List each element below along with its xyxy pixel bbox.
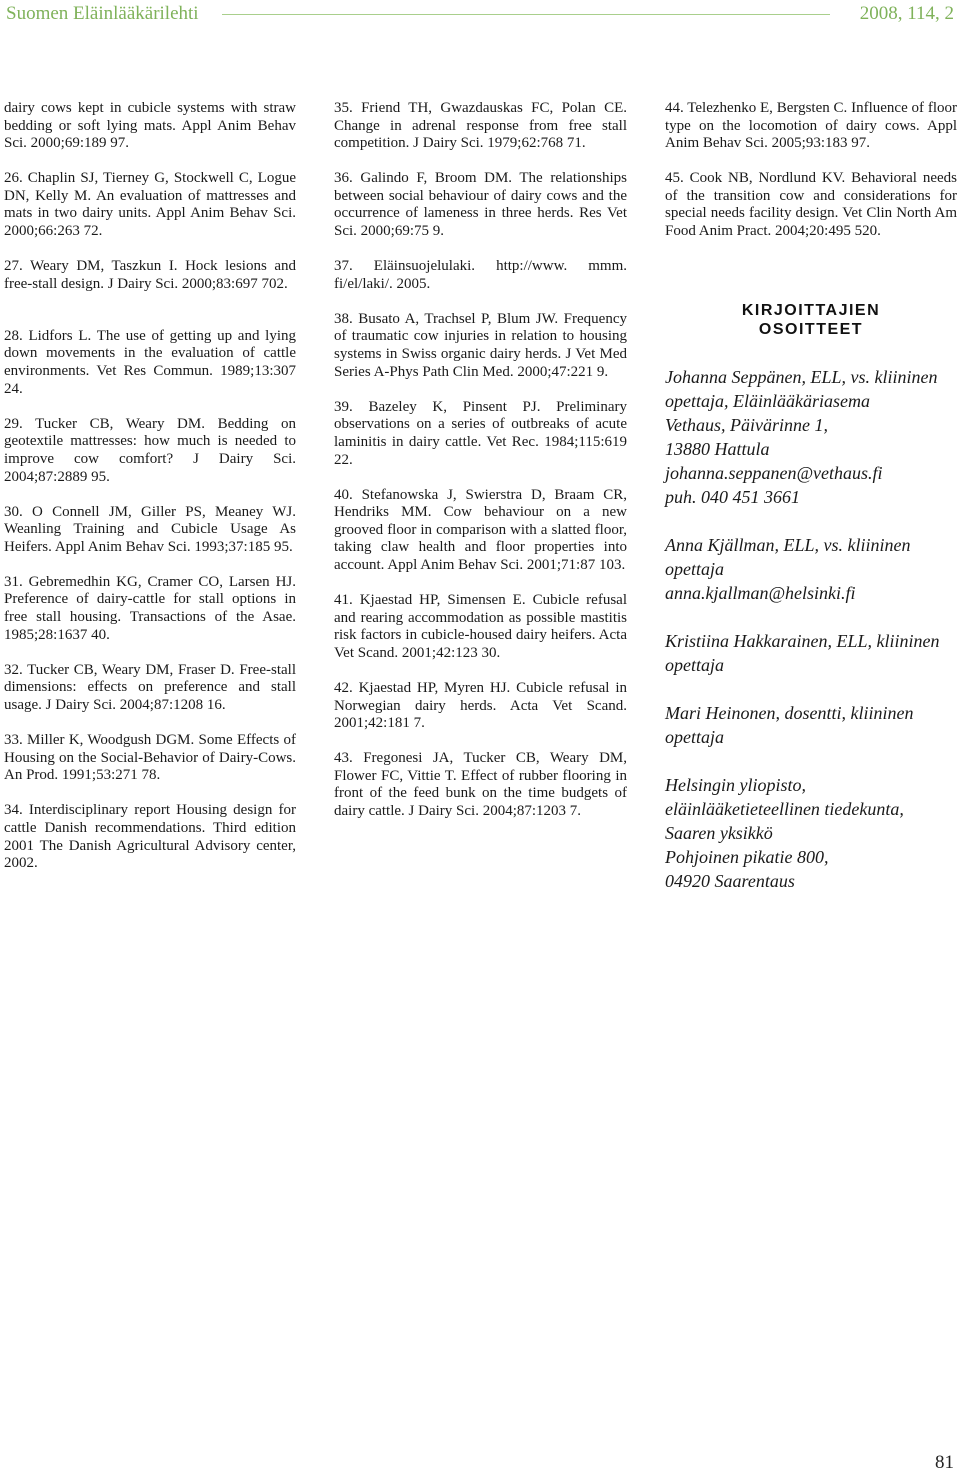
address-line: anna.kjallman@helsinki.fi (665, 582, 856, 603)
reference-entry: 44. Telezhenko E, Bergsten C. Influence of floor type on the locomotion of dairy cows. Appl Anim Behav Sci. 2005;93:183 97. (665, 100, 957, 152)
reference-column-2 (334, 100, 627, 838)
address-line: Pohjoinen pikatie 800, (665, 846, 829, 867)
reference-entry: 31. Gebremedhin KG, Cramer CO, Larsen HJ. Preference of dairy-cattle for stall options in free stall housing. Transactions of the Asae. 1985;28:1637 40. (4, 573, 296, 643)
reference-entry: dairy cows kept in cubicle systems with straw bedding or soft lying mats. Appl Anim Behav Sci. 2000;69:189 97. (4, 100, 296, 152)
journal-title: Suomen Eläinlääkärilehti (6, 3, 209, 25)
reference-entry: 39. Bazeley K, Pinsent PJ. Preliminary observations on a series of outbreaks of acute laminitis in dairy cattle. Vet Rec. 1984;115:619 22. (334, 398, 627, 468)
institution-address (665, 773, 957, 893)
reference-entry: 34. Interdisciplinary report Housing design for cattle Danish recommendations. Third edition 2001 The Danish Agricultural Advisory center, 2002. (4, 802, 296, 872)
reference-entry: 30. O Connell JM, Giller PS, Meaney WJ. Weanling Training and Cubicle Usage As Heifers. Appl Anim Behav Sci. 1993;37:185 95. (4, 503, 296, 555)
reference-entry: 37. Eläinsuojelulaki. http://www. mmm. fi/el/laki/. 2005. (334, 258, 627, 292)
address-line: 13880 Hattula (665, 438, 770, 459)
header-rule (222, 14, 830, 15)
address-line: 04920 Saarentaus (665, 870, 795, 891)
authors-heading-line-1: KIRJOITTAJIEN (741, 301, 881, 319)
author-address (665, 701, 957, 749)
page-number: 81 (935, 1452, 954, 1473)
authors-heading-line-2: OSOITTEET (758, 320, 864, 338)
reference-entry: 26. Chaplin SJ, Tierney G, Stockwell C, Logue DN, Kelly M. An evaluation of mattresses and mats in two dairy units. Appl Anim Behav Sci. 2000;66:263 72. (4, 170, 296, 240)
address-line: eläinlääketieteellinen tiedekunta, (665, 798, 904, 819)
reference-entry: 42. Kjaestad HP, Myren HJ. Cubicle refusal in Norwegian dairy herds. Acta Vet Scand. 2001;42:181 7. (334, 679, 627, 732)
author-address (665, 629, 957, 677)
address-line: Helsingin yliopisto, (665, 774, 806, 795)
reference-entry: 40. Stefanowska J, Swierstra D, Braam CR, Hendriks MM. Cow behaviour on a new grooved floor in comparison with a slatted floor, taking claw health and floor properties into account. Appl Anim Behav Sci. 2001;71:87 103. (334, 486, 627, 573)
reference-entry: 28. Lidfors L. The use of getting up and lying down movements in the evaluation of cattle environments. Vet Res Commun. 1989;13:307 24. (4, 327, 296, 397)
reference-entry: 43. Fregonesi JA, Tucker CB, Weary DM, Flower FC, Vittie T. Effect of rubber flooring in front of the feed bunk on the time budgets of dairy cattle. J Dairy Sci. 2004;87:1203 7. (334, 750, 627, 819)
author-address (665, 533, 957, 605)
reference-entry: 29. Tucker CB, Weary DM. Bedding on geotextile mattresses: how much is needed to improve cow comfort? J Dairy Sci. 2004;87:2889 95. (4, 415, 296, 485)
reference-entry: 38. Busato A, Trachsel P, Blum JW. Frequency of traumatic cow injuries in relation to housing systems in Swiss organic dairy herds. J Vet Med Series A-Phys Path Clin Med. 2000;47:221 9. (334, 310, 627, 380)
reference-entry: 32. Tucker CB, Weary DM, Fraser D. Free-stall dimensions: effects on preference and stall usage. J Dairy Sci. 2004;87:1208 16. (4, 661, 296, 713)
reference-column-3 (665, 100, 957, 917)
address-line: Johanna Seppänen, ELL, vs. kliininen opettaja, Eläinlääkäriasema (665, 366, 938, 411)
reference-entry: 27. Weary DM, Taszkun I. Hock lesions and free-stall design. J Dairy Sci. 2000;83:697 702. (4, 258, 296, 292)
issue-info: 2008, 114, 2 (850, 3, 954, 25)
reference-entry: 36. Galindo F, Broom DM. The relationships between social behaviour of dairy cows and the occurrence of lameness in three herds. Res Vet Sci. 2000;69:75 9. (334, 170, 627, 240)
address-line: Saaren yksikkö (665, 822, 773, 843)
address-line: Mari Heinonen, dosentti, kliininen opettaja (665, 702, 914, 747)
author-address (665, 365, 957, 509)
reference-column-1 (4, 100, 296, 890)
address-line: Anna Kjällman, ELL, vs. kliininen opettaja (665, 534, 911, 579)
address-line: Vethaus, Päivärinne 1, (665, 414, 828, 435)
reference-entry: 45. Cook NB, Nordlund KV. Behavioral needs of the transition cow and considerations for special needs facility design. Vet Clin North Am Food Anim Pract. 2004;20:495 520. (665, 170, 957, 240)
reference-entry: 35. Friend TH, Gwazdauskas FC, Polan CE. Change in adrenal response from free stall competition. J Dairy Sci. 1979;62:768 71. (334, 100, 627, 152)
reference-entry: 41. Kjaestad HP, Simensen E. Cubicle refusal and rearing accommodation as possible mastitis risk factors in cubicle-housed dairy heifers. Acta Vet Scand. 2001;42:123 30. (334, 592, 627, 661)
page-header (0, 0, 960, 30)
authors-heading (665, 301, 957, 339)
reference-entry: 33. Miller K, Woodgush DGM. Some Effects of Housing on the Social-Behavior of Dairy-Cows. An Prod. 1991;53:271 78. (4, 732, 296, 784)
address-line: johanna.seppanen@vethaus.fi (665, 462, 883, 483)
address-line: Kristiina Hakkarainen, ELL, kliininen opettaja (665, 630, 940, 675)
address-line: puh. 040 451 3661 (665, 486, 800, 507)
